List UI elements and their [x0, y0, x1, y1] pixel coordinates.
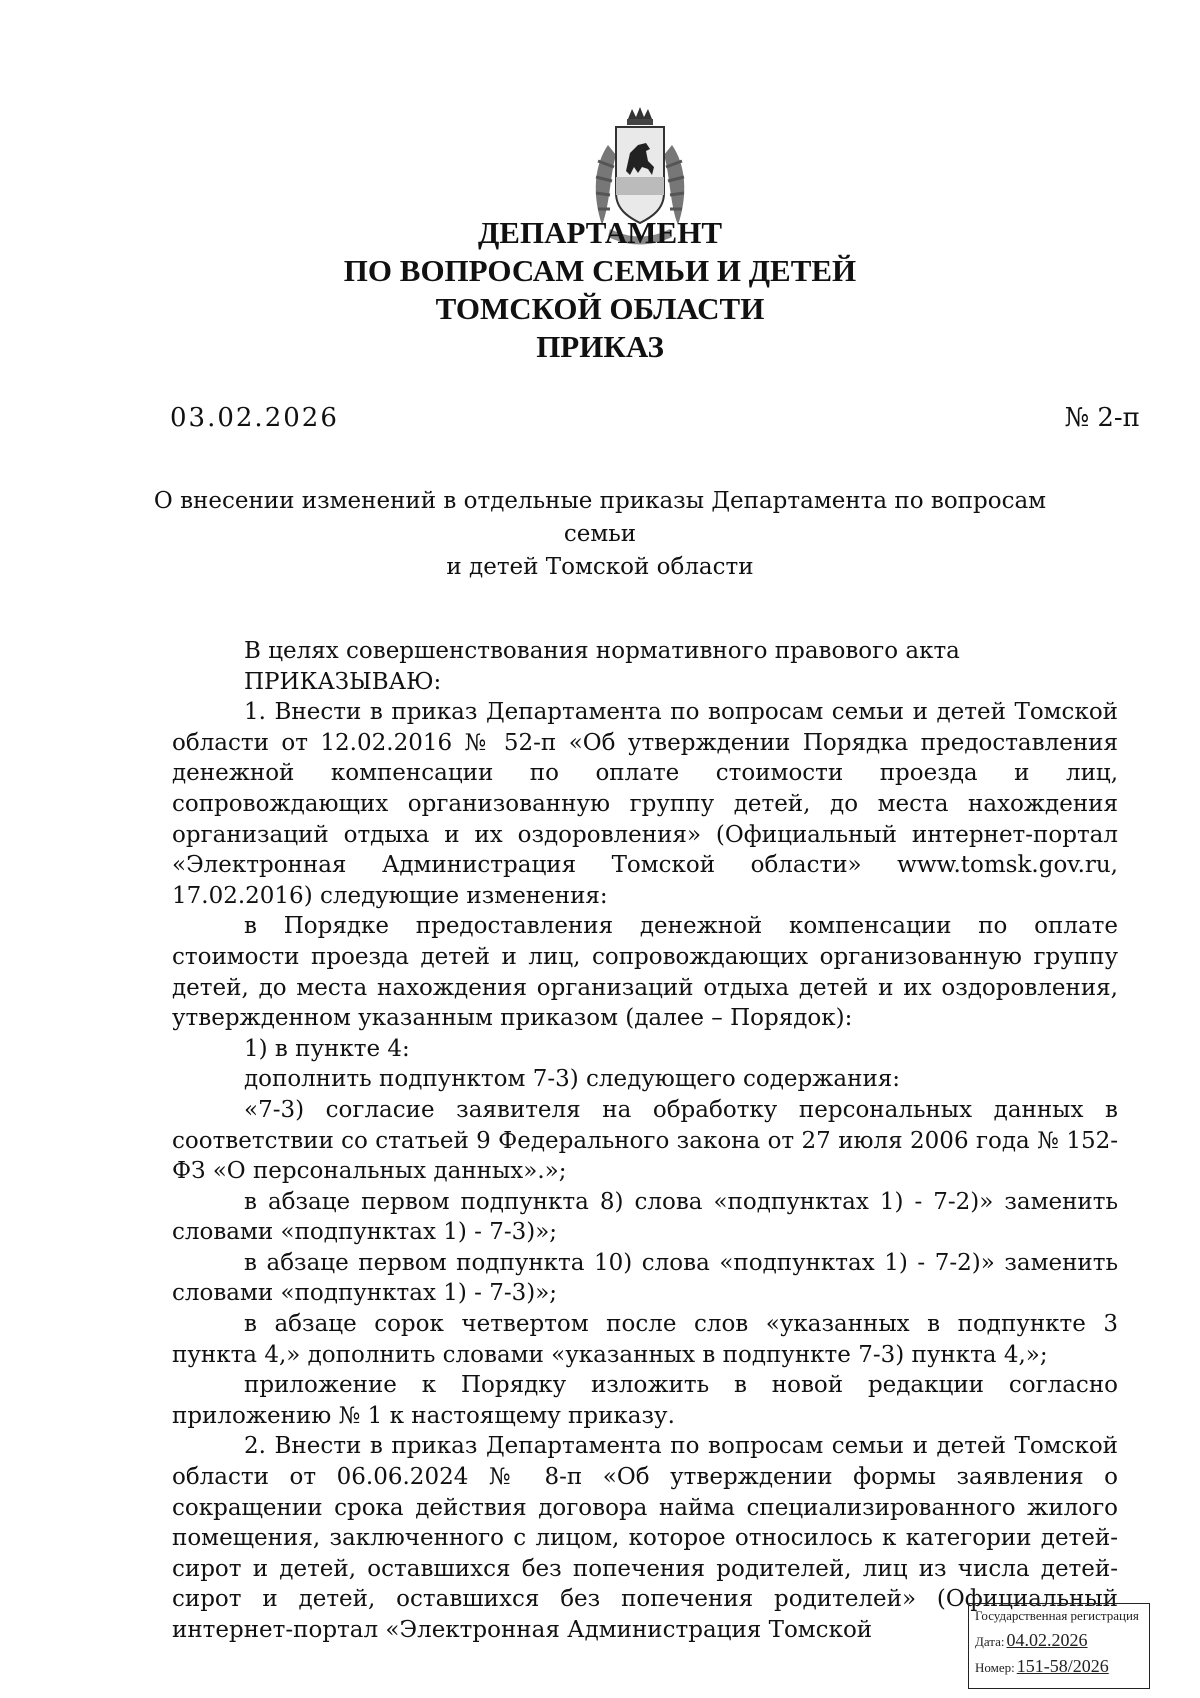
subject-line-2: и детей Томской области — [446, 554, 754, 580]
stamp-number-label: Номер: — [975, 1660, 1015, 1675]
stamp-number-row — [975, 1656, 1109, 1677]
stamp-title: Государственная регистрация — [975, 1608, 1139, 1623]
stamp-date-label: Дата: — [975, 1634, 1005, 1649]
order-date: 03.02.2026 — [170, 403, 339, 433]
preamble-paragraph: В целях совершенствования нормативного правового акта — [244, 638, 960, 664]
department-title-line-1: ДЕПАРТАМЕНТ — [477, 215, 723, 250]
body-paragraph: в абзаце сорок четвертом после слов «указанных в подпункте 3 пункта 4,» дополнить словами «указанных в подпункте 7-3) пункта 4,»; — [172, 1311, 1118, 1368]
stamp-date-row — [975, 1630, 1088, 1651]
body-paragraph: 1) в пункте 4: — [244, 1035, 410, 1062]
body-paragraph: в абзаце первом подпункта 10) слова «подпунктах 1) - 7-2)» заменить словами «подпунктах 1) - 7-3)»; — [172, 1249, 1118, 1307]
order-subject — [150, 485, 1050, 584]
department-title-line-3: ТОМСКОЙ ОБЛАСТИ — [435, 291, 765, 326]
body-paragraph: приложение к Порядку изложить в новой редакции согласно приложению № 1 к настоящему приказу. — [172, 1372, 1118, 1429]
order-body — [172, 636, 1118, 1646]
body-paragraph: в абзаце первом подпункта 8) слова «подпунктах 1) - 7-2)» заменить словами «подпунктах 1) - 7-3)»; — [172, 1188, 1118, 1246]
body-paragraph: «7-3) согласие заявителя на обработку персональных данных в соответствии со статьей 9 Федерального закона от 27 июля 2006 года № 152-ФЗ «О персональных данных».»; — [172, 1096, 1118, 1185]
order-keyword: ПРИКАЗЫВАЮ: — [244, 668, 442, 695]
body-paragraph: в Порядке предоставления денежной компенсации по оплате стоимости проезда детей и лиц, сопровождающих организованную группу детей, до места нахождения организаций отдыха детей и их оздоровления, утвержденном указанным приказом (далее – Порядок): — [172, 913, 1118, 1032]
item-2-paragraph: 2. Внести в приказ Департамента по вопросам семьи и детей Томской области от 06.06.2024 № 8-п «Об утверждении формы заявления о сокращении срока действия договора найма специализированного жилого помещения, заключенного с лицом, которое относилось к категории детей-сирот и детей, оставшихся без попечения родителей, лиц из числа детей-сирот и детей, оставшихся без попечения родителей» (Официальный интернет-портал «Электронная Администрация Томской — [172, 1433, 1118, 1643]
order-number: № 2-п — [1064, 403, 1140, 433]
department-title-line-2: ПО ВОПРОСАМ СЕМЬИ И ДЕТЕЙ — [343, 253, 857, 288]
body-paragraph: дополнить подпунктом 7-3) следующего содержания: — [244, 1066, 901, 1093]
document-type: ПРИКАЗ — [536, 329, 664, 364]
subject-line-1: О внесении изменений в отдельные приказы Департамента по вопросам семьи — [153, 488, 1047, 547]
stamp-number-value: 151-58/2026 — [1016, 1656, 1109, 1676]
item-1-paragraph: 1. Внести в приказ Департамента по вопросам семьи и детей Томской области от 12.02.2016 № 52-п «Об утверждении Порядка предоставления денежной компенсации по оплате стоимости проезда и лиц, сопровождающих организованную группу детей, до места нахождения организаций отдыха и их оздоровления» (Официальный интернет-портал «Электронная Администрация Томской области» www.tomsk.gov.ru, 17.02.2016) следующие изменения: — [172, 699, 1118, 909]
registration-stamp — [968, 1603, 1150, 1689]
stamp-date-value: 04.02.2026 — [1006, 1630, 1088, 1650]
